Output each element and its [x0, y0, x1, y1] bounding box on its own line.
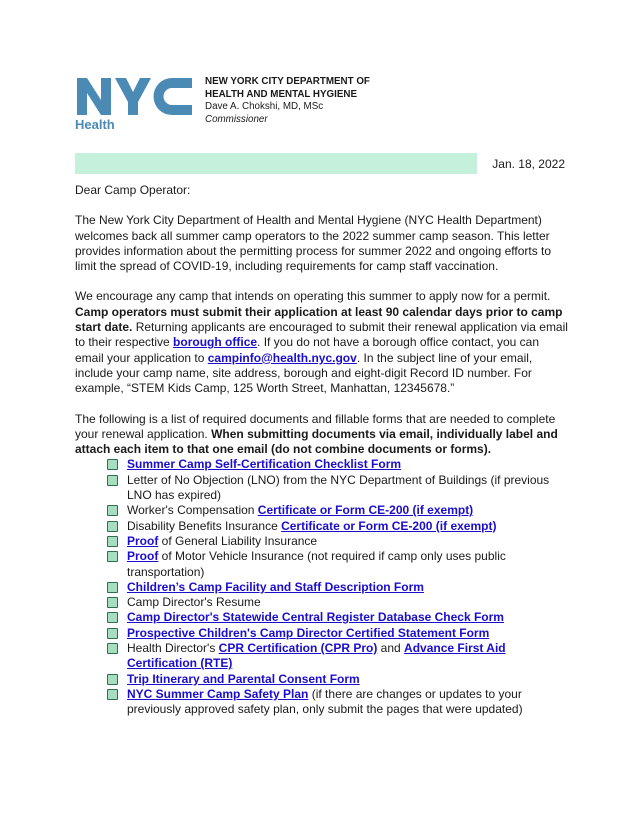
doc-link[interactable]: Advance First Aid Certification (RTE) — [127, 641, 506, 671]
checkbox-icon — [107, 536, 118, 547]
list-item — [107, 626, 569, 641]
department-header — [205, 76, 370, 126]
permit-paragraph: We encourage any camp that intends on operating this summer to apply now for a permit. Camp operators must submit their application at least 90 calendar days prior to camp start date. Returning applicants are encouraged to submit their renewal application via email to their respective borough office. If you do not have a borough office contact, you can email your application to campinfo@health.nyc.gov. In the subject line of your email, include your camp name, site address, borough and eight-digit Record ID number. For example, “STEM Kids Camp, 125 Worth Street, Manhattan, 12345678.” — [75, 289, 568, 396]
doc-link[interactable]: Proof — [127, 533, 159, 548]
greeting: Dear Camp Operator: — [75, 183, 191, 197]
email-instructions: When submitting documents via email, individually label and attach each item to that one email (do not combine documents or forms). — [75, 426, 558, 457]
header-bar — [75, 153, 477, 174]
doc-link[interactable]: Camp Director's Statewide Central Register Database Check Form — [127, 610, 504, 625]
letter-date: Jan. 18, 2022 — [492, 157, 565, 171]
checkbox-icon — [107, 505, 118, 516]
nyc-health-logo — [75, 76, 195, 137]
doc-link[interactable]: Prospective Children's Camp Director Certified Statement Form — [127, 625, 490, 640]
doc-link[interactable]: CPR Certification (CPR Pro) — [218, 641, 378, 656]
checkbox-icon — [107, 521, 118, 532]
doc-link[interactable]: Trip Itinerary and Parental Consent Form — [127, 671, 360, 686]
checkbox-icon — [107, 459, 118, 470]
checkbox-icon — [107, 689, 118, 700]
list-item — [107, 580, 569, 595]
list-item: Proof of General Liability Insurance — [107, 534, 569, 549]
deadline-notice: Camp operators must submit their application at least 90 calendar days prior to camp start date. — [75, 304, 563, 335]
list-item: NYC Summer Camp Safety Plan (if there are changes or updates to your previously approved safety plan, only submit the pages that were updated) — [107, 687, 569, 718]
list-item — [107, 457, 569, 472]
documents-intro: The following is a list of required documents and fillable forms that are needed to complete your renewal application. When submitting documents via email, individually label and attach each item to that one email (do not combine documents or forms). — [75, 411, 558, 457]
checkbox-icon — [107, 628, 118, 639]
commissioner-title: Commissioner — [205, 113, 268, 125]
letter-body — [75, 183, 569, 718]
checkbox-icon — [107, 643, 118, 654]
required-documents-list — [107, 457, 569, 717]
list-item: Health Director's CPR Certification (CPR Pro) and Advance First Aid Certification (RTE) — [107, 641, 569, 672]
doc-link[interactable]: NYC Summer Camp Safety Plan — [127, 686, 309, 701]
doc-link[interactable]: Children’s Camp Facility and Staff Description Form — [127, 579, 424, 594]
checkbox-icon — [107, 551, 118, 562]
org-line-2: HEALTH AND MENTAL HYGIENE — [205, 88, 358, 100]
list-item: Worker's Compensation Certificate or Form CE-200 (if exempt) — [107, 503, 569, 518]
nyc-logo-icon — [75, 76, 195, 132]
doc-link[interactable]: Summer Camp Self-Certification Checklist Form — [127, 457, 402, 472]
doc-link[interactable]: Certificate or Form CE-200 (if exempt) — [257, 503, 474, 518]
doc-link[interactable]: Certificate or Form CE-200 (if exempt) — [281, 518, 497, 533]
campinfo-email-link[interactable]: campinfo@health.nyc.gov — [207, 350, 357, 365]
list-item: Proof of Motor Vehicle Insurance (not required if camp only uses public transportation) — [107, 549, 569, 580]
checkbox-icon — [107, 582, 118, 593]
list-item — [107, 610, 569, 625]
checkbox-icon — [107, 612, 118, 623]
list-item: Disability Benefits Insurance Certificate or Form CE-200 (if exempt) — [107, 519, 569, 534]
checkbox-icon — [107, 597, 118, 608]
checkbox-icon — [107, 475, 118, 486]
logo-caption: Health — [75, 117, 115, 132]
checkbox-icon — [107, 674, 118, 685]
intro-paragraph: The New York City Department of Health and Mental Hygiene (NYC Health Department) welcomes back all summer camp operators to the 2022 summer camp season. This letter provides information about the permitting process for summer 2022 and ongoing efforts to limit the spread of COVID-19, including requirements for camp staff vaccination. — [75, 213, 552, 274]
list-item: Letter of No Objection (LNO) from the NYC Department of Buildings (if previous LNO has expired) — [107, 473, 569, 504]
commissioner-name: Dave A. Chokshi, MD, MSc — [205, 101, 324, 112]
list-item — [107, 672, 569, 687]
org-line-1: NEW YORK CITY DEPARTMENT OF — [205, 76, 370, 87]
list-item: Camp Director's Resume — [107, 595, 569, 610]
borough-office-link[interactable]: borough office — [173, 335, 258, 350]
doc-link[interactable]: Proof — [127, 549, 159, 564]
